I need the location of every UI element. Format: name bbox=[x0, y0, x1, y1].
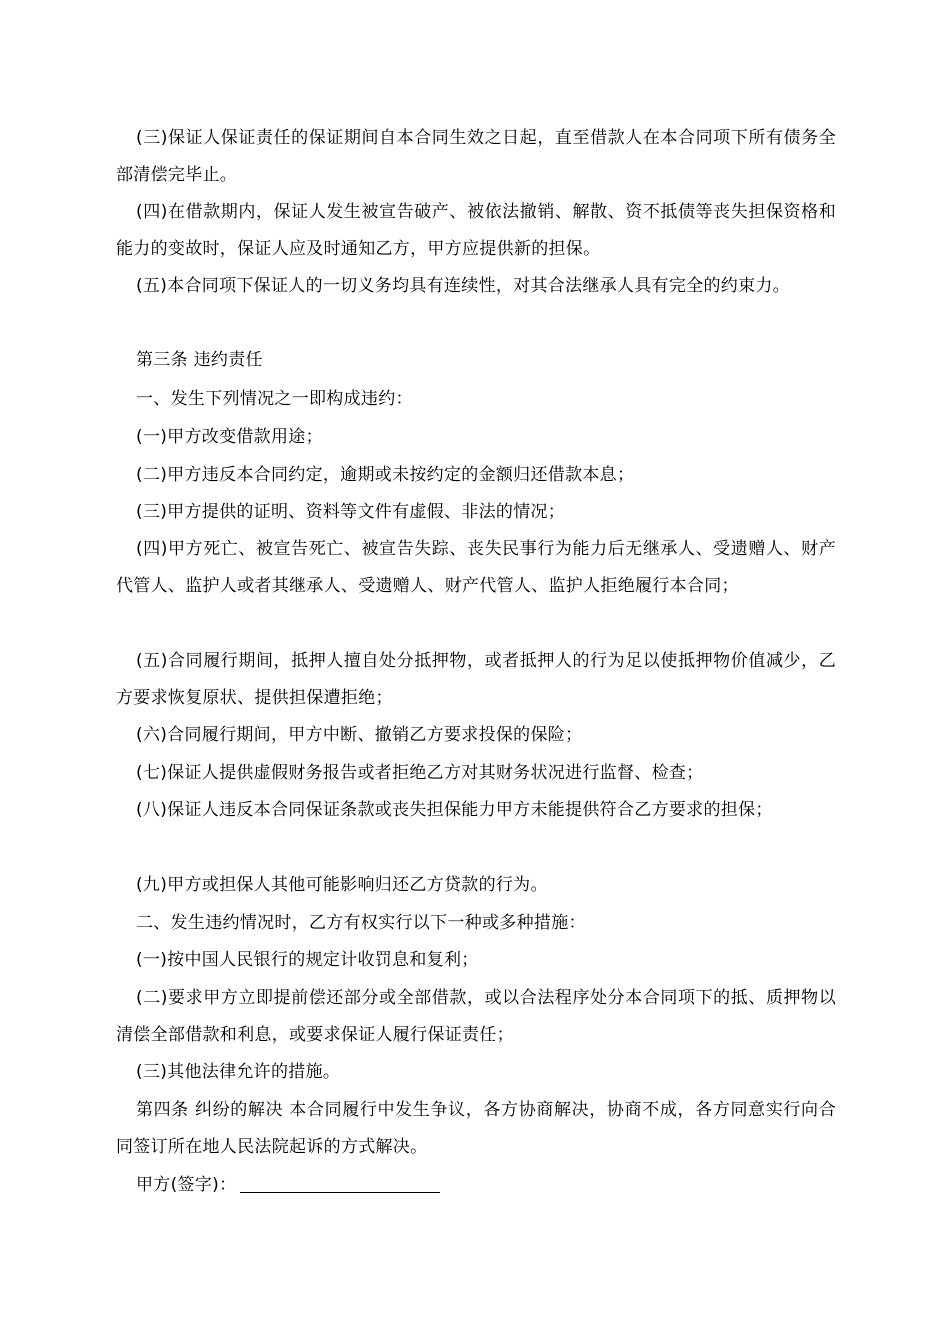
article-3-heading: 第三条 违约责任 bbox=[136, 350, 263, 370]
signature-party-a bbox=[116, 1167, 836, 1204]
signature-label: 甲方(签字)： bbox=[136, 1175, 237, 1195]
breach-item-6: (六)合同履行期间，甲方中断、撤销乙方要求投保的保险； bbox=[136, 725, 583, 745]
clause-guarantor-change: (四)在借款期内，保证人发生被宣告破产、被依法撤销、解散、资不抵债等丧失担保资格和能力的变故时，保证人应及时通知乙方，甲方应提供新的担保。 bbox=[116, 202, 836, 259]
breach-item-1: (一)甲方改变借款用途； bbox=[136, 427, 323, 447]
breach-item-8: (八)保证人违反本合同保证条款或丧失担保能力甲方未能提供符合乙方要求的担保； bbox=[136, 800, 773, 820]
clause-obligation-continuity: (五)本合同项下保证人的一切义务均具有连续性，对其合法继承人具有完全的约束力。 bbox=[136, 276, 790, 296]
clause-guarantee-period: (三)保证人保证责任的保证期间自本合同生效之日起，直至借款人在本合同项下所有债务全部清偿完毕止。 bbox=[116, 128, 836, 185]
breach-item-9: (九)甲方或担保人其他可能影响归还乙方贷款的行为。 bbox=[136, 875, 548, 895]
remedy-item-1: (一)按中国人民银行的规定计收罚息和复利； bbox=[136, 950, 479, 970]
breach-conditions-intro: 一、发生下列情况之一即构成违约： bbox=[136, 389, 413, 409]
breach-item-2: (二)甲方违反本合同约定，逾期或未按约定的金额归还借款本息； bbox=[136, 465, 635, 485]
remedy-item-2: (二)要求甲方立即提前偿还部分或全部借款，或以合法程序处分本合同项下的抵、质押物以清偿全部借款和利息，或要求保证人履行保证责任； bbox=[116, 988, 836, 1045]
remedies-intro: 二、发生违约情况时，乙方有权实行以下一种或多种措施： bbox=[136, 913, 586, 933]
breach-item-3: (三)甲方提供的证明、资料等文件有虚假、非法的情况； bbox=[136, 502, 566, 522]
article-4-dispute-resolution: 第四条 纠纷的解决 本合同履行中发生争议，各方协商解决，协商不成，各方同意实行向合同签订所在地人民法院起诉的方式解决。 bbox=[116, 1100, 836, 1157]
breach-item-4: (四)甲方死亡、被宣告死亡、被宣告失踪、丧失民事行为能力后无继承人、受遗赠人、财产代管人、监护人或者其继承人、受遗赠人、财产代管人、监护人拒绝履行本合同； bbox=[116, 539, 836, 596]
breach-item-5: (五)合同履行期间，抵押人擅自处分抵押物，或者抵押人的行为足以使抵押物价值减少，乙方要求恢复原状、提供担保遭拒绝； bbox=[116, 651, 836, 708]
breach-item-7: (七)保证人提供虚假财务报告或者拒绝乙方对其财务状况进行监督、检查； bbox=[136, 763, 704, 783]
remedy-item-3: (三)其他法律允许的措施。 bbox=[136, 1062, 341, 1082]
signature-line[interactable] bbox=[240, 1172, 440, 1193]
